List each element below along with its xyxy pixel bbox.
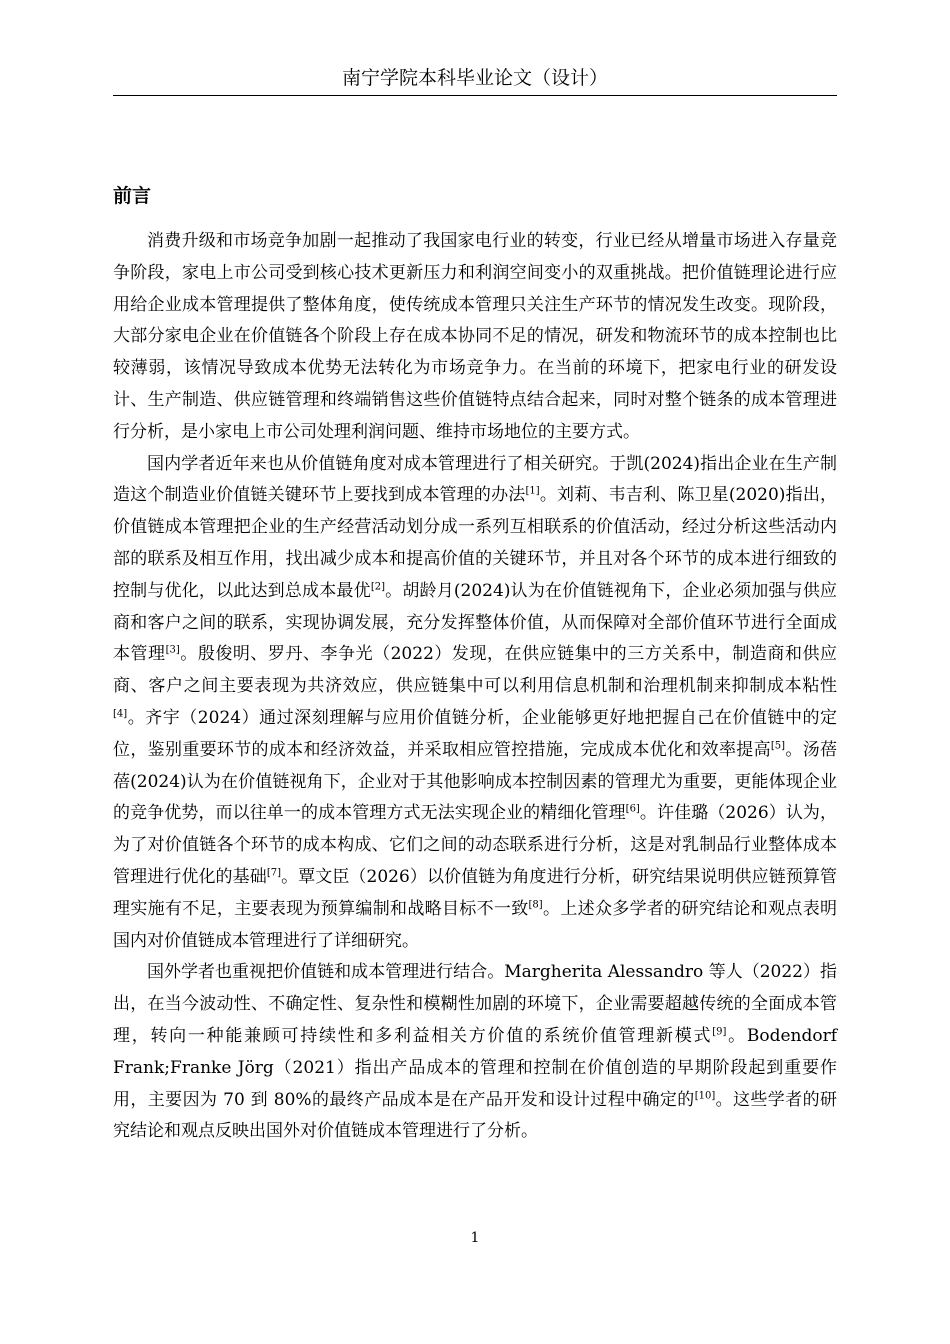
citation-marker: [3] (165, 644, 180, 656)
citation-marker: [10] (694, 1089, 716, 1101)
text-run: 国内学者近年来也从价值链角度对成本管理进行了相关研究。于凯(2024)指出企业在生产制造这个制造业价值链关键环节上要找到成本管理的办法 (113, 453, 837, 506)
body-text (113, 226, 837, 1148)
paragraph (113, 226, 837, 449)
text-run: 。齐宇（2024）通过深刻理解与应用价值链分析，企业能够更好地把握自己在价值链中的定位，鉴别重要环节的成本和经济效益，并采取相应管控措施，完成成本优化和效率提高 (113, 707, 837, 760)
page-number: 1 (470, 1230, 480, 1246)
text-run: 。许佳璐（2026）认为，为了对价值链各个环节的成本构成、它们之间的动态联系进行分析，这是对乳制品行业整体成本管理进行优化的基础 (113, 803, 837, 887)
paragraph (113, 957, 837, 1148)
citation-marker: [1] (525, 485, 540, 497)
running-header: 南宁学院本科毕业论文（设计） (341, 67, 608, 89)
text-run: 。殷俊明、罗丹、李争光（2022）发现，在供应链集中的三方关系中，制造商和供应商、客户之间主要表现为共济效应，供应链集中可以利用信息机制和治理机制来抑制成本粘性 (113, 644, 838, 697)
citation-marker: [4] (113, 708, 128, 720)
citation-marker: [5] (770, 740, 786, 752)
text-run: 。上述众多学者的研究结论和观点表明国内对价值链成本管理进行了详细研究。 (113, 898, 838, 951)
header-rule (113, 95, 837, 96)
citation-marker: [2] (370, 581, 385, 593)
citation-marker: [7] (266, 867, 281, 879)
text-run: 。汤蓓蓓(2024)认为在价值链视角下，企业对于其他影响成本控制因素的管理尤为重要，更能体现企业的竞争优势，而以往单一的成本管理方式无法实现企业的精细化管理 (113, 739, 838, 824)
text-run: 。刘莉、韦吉利、陈卫星(2020)指出，价值链成本管理把企业的生产经营活动划分成一系列互相联系的价值活动，经过分析这些活动内部的联系及相互作用，找出减少成本和提高价值的关键环节，并且对各个环节的成本进行细致的控制与优化，以此达到总成本最优 (113, 485, 838, 601)
citation-marker: [6] (625, 803, 640, 815)
text-run: 。这些学者的研究结论和观点反映出国外对价值链成本管理进行了分析。 (113, 1089, 837, 1142)
citation-marker: [8] (528, 899, 543, 911)
text-run: 消费升级和市场竞争加剧一起推动了我国家电行业的转变，行业已经从增量市场进入存量竞争阶段，家电上市公司受到核心技术更新压力和利润空间变小的双重挑战。把价值链理论进行应用给企业成本管理提供了整体角度，使传统成本管理只关注生产环节的情况发生改变。现阶段，大部分家电企业在价值链各个阶段上存在成本协同不足的情况，研发和物流环节的成本控制也比较薄弱，该情况导致成本优势无法转化为市场竞争力。在当前的环境下，把家电行业的研发设计、生产制造、供应链管理和终端销售这些价值链特点结合起来，同时对整个链条的成本管理进行分析，是小家电上市公司处理利润问题、维持市场地位的主要方式。 (113, 231, 837, 442)
text-run: 。覃文臣（2026）以价值链为角度进行分析，研究结果说明供应链预算管理实施有不足，主要表现为预算编制和战略目标不一致 (113, 866, 838, 919)
section-title: 前言 (113, 185, 152, 207)
citation-marker: [9] (712, 1026, 727, 1038)
text-run: 。胡龄月(2024)认为在价值链视角下，企业必须加强与供应商和客户之间的联系，实现协调发展，充分发挥整体价值，从而保障对全部价值环节进行全面成本管理 (113, 580, 838, 665)
text-run: 国外学者也重视把价值链和成本管理进行结合。Margherita Alessandro 等人（2022）指出，在当今波动性、不确定性、复杂性和模糊性加剧的环境下，企业需要超越传统的全面成本管理，转向一种能兼顾可持续性和多利益相关方价值的系统价值管理新模式 (113, 962, 837, 1046)
paragraph (113, 449, 837, 958)
text-run: 。Bodendorf Frank;Franke Jörg（2021）指出产品成本的管理和控制在价值创造的早期阶段起到重要作用，主要因为 70 到 80%的最终产品成本是在产品开发和设计过程中确定的 (113, 1025, 837, 1110)
